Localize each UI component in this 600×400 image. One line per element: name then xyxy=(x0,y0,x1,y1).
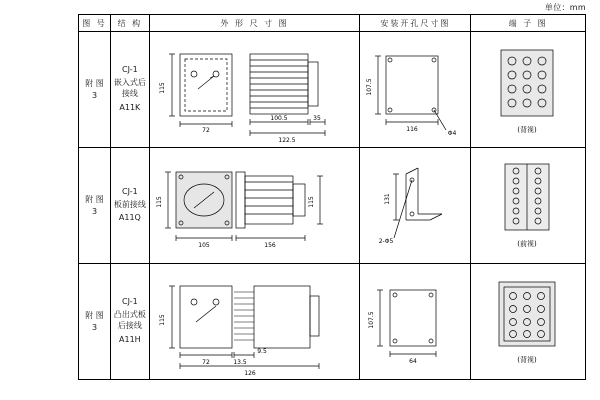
row-no-line2: 3 xyxy=(91,206,98,216)
row-struct-cell xyxy=(111,148,150,264)
row-hole-cell xyxy=(360,264,471,380)
row-no-line2: 3 xyxy=(91,322,98,332)
struct-code: A11Q xyxy=(118,213,141,223)
terminal-view-label-3: (背视) xyxy=(517,355,537,364)
outline-drawing-2 xyxy=(150,150,360,262)
row-no-line1: 附 图 xyxy=(85,194,104,204)
struct-model: CJ-1 xyxy=(122,297,138,307)
svg-text:115: 115 xyxy=(158,81,166,94)
svg-text:105: 105 xyxy=(198,241,210,249)
svg-text:122.5: 122.5 xyxy=(278,136,296,144)
row-dim-cell xyxy=(149,148,360,264)
mounting-hole-drawing-2 xyxy=(360,150,470,262)
table-row xyxy=(79,32,586,148)
svg-text:100.5: 100.5 xyxy=(270,114,288,122)
terminal-view-label-1: (背视) xyxy=(517,125,537,134)
row-dim-cell xyxy=(149,32,360,148)
svg-text:Φ4: Φ4 xyxy=(448,129,457,137)
svg-text:107.5: 107.5 xyxy=(368,310,376,329)
table-header-row xyxy=(79,15,586,32)
mounting-hole-drawing-3 xyxy=(360,266,470,378)
col-header-no: 图 号 xyxy=(79,15,111,32)
struct-code: A11K xyxy=(119,102,141,112)
row-hole-cell xyxy=(360,148,471,264)
svg-text:64: 64 xyxy=(409,357,418,365)
struct-code: A11H xyxy=(119,334,141,344)
spec-table xyxy=(78,14,586,380)
col-header-struct: 结 构 xyxy=(111,15,150,32)
col-header-term: 端 子 图 xyxy=(471,15,586,32)
mounting-hole-drawing-1 xyxy=(360,34,470,146)
svg-text:2-Φ5: 2-Φ5 xyxy=(379,237,394,245)
svg-text:13.5: 13.5 xyxy=(233,358,247,366)
svg-text:156: 156 xyxy=(264,241,276,249)
terminal-drawing-2 xyxy=(471,150,585,262)
row-dim-cell xyxy=(149,264,360,380)
row-term-cell xyxy=(471,32,586,148)
row-struct-cell xyxy=(111,32,150,148)
struct-model: CJ-1 xyxy=(122,186,138,196)
row-no-line1: 附 图 xyxy=(85,310,104,320)
struct-desc: 板前接线 xyxy=(113,199,146,209)
svg-text:126: 126 xyxy=(244,369,256,377)
row-term-cell xyxy=(471,264,586,380)
svg-text:35: 35 xyxy=(312,114,321,122)
row-term-cell xyxy=(471,148,586,264)
unit-note: 单位：mm xyxy=(544,3,586,12)
svg-text:72: 72 xyxy=(201,358,210,366)
svg-text:9.5: 9.5 xyxy=(256,347,267,355)
terminal-drawing-3 xyxy=(471,266,585,378)
struct-desc: 嵌入式后接线 xyxy=(113,78,146,98)
col-header-hole: 安装开孔尺寸图 xyxy=(360,15,471,32)
row-hole-cell xyxy=(360,32,471,148)
outline-drawing-1 xyxy=(150,34,360,146)
svg-text:72: 72 xyxy=(201,126,210,134)
outline-drawing-3 xyxy=(150,266,360,378)
svg-text:116: 116 xyxy=(406,125,419,133)
row-no-cell xyxy=(79,148,111,264)
row-no-cell xyxy=(79,32,111,148)
table-row xyxy=(79,264,586,380)
terminal-view-label-2: (前视) xyxy=(517,239,537,248)
row-no-line1: 附 图 xyxy=(85,78,104,88)
row-struct-cell xyxy=(111,264,150,380)
svg-text:115: 115 xyxy=(307,195,315,208)
struct-model: CJ-1 xyxy=(122,65,138,75)
svg-text:115: 115 xyxy=(158,313,166,326)
row-no-cell xyxy=(79,264,111,380)
col-header-dim: 外 形 尺 寸 图 xyxy=(149,15,360,32)
table-row xyxy=(79,148,586,264)
row-no-line2: 3 xyxy=(91,90,98,100)
struct-desc: 凸出式板后接线 xyxy=(113,310,146,330)
svg-text:115: 115 xyxy=(155,195,163,208)
svg-text:131: 131 xyxy=(384,192,392,205)
terminal-drawing-1 xyxy=(471,34,585,146)
svg-text:107.5: 107.5 xyxy=(366,77,374,96)
